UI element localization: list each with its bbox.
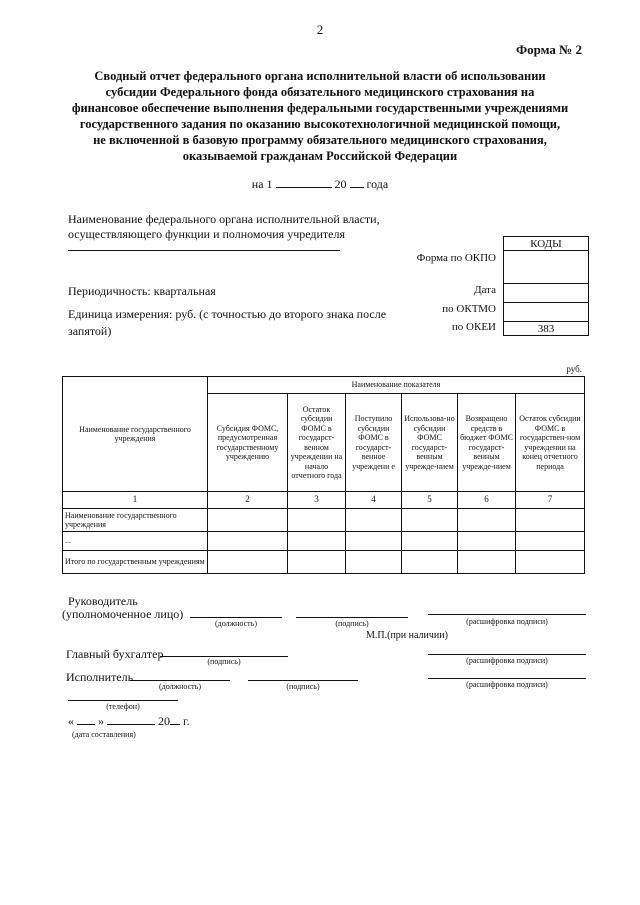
year-blank [170, 714, 180, 725]
table-cell [346, 509, 402, 532]
codes-label-okpo: Форма по ОКПО [416, 252, 496, 264]
table-unit: руб. [566, 364, 582, 374]
chief-decoding-caption: (расшифровка подписи) [466, 656, 548, 665]
row-ellipsis: ... [63, 532, 208, 551]
col-number: 5 [402, 492, 458, 509]
codes-label-date: Дата [474, 284, 496, 296]
title-line: государственного задания по оказанию высокотехнологичной медицинской помощи, [79, 117, 561, 131]
date-blank [276, 176, 332, 188]
table-cell [288, 551, 346, 574]
table-cell [288, 509, 346, 532]
executor-decoding-caption: (расшифровка подписи) [466, 680, 548, 689]
col-number: 2 [208, 492, 288, 509]
table-cell [402, 509, 458, 532]
table-cell [208, 532, 288, 551]
head-signature-line [296, 617, 408, 618]
chief-accountant-label: Главный бухгалтер [66, 647, 164, 661]
document-title [60, 68, 580, 164]
chief-decoding-line [428, 654, 586, 655]
col-header-3: Остаток субсидии ФОМС в государст-венном учреждении на начало отчетного года [288, 394, 346, 492]
executor-label: Исполнитель [66, 670, 134, 684]
col-number: 6 [458, 492, 516, 509]
col-number: 7 [516, 492, 585, 509]
codes-label-oktmo: по ОКТМО [442, 303, 496, 315]
phone-caption: (телефон) [106, 702, 140, 711]
col-header-4: Поступило субсидии ФОМС в государст-венное учреждени е [346, 394, 402, 492]
phone-line [68, 700, 178, 701]
month-blank [107, 714, 155, 725]
head-decoding-caption: (расшифровка подписи) [466, 617, 548, 626]
periodicity: Периодичность: квартальная [68, 284, 216, 298]
col-header-7: Остаток субсидии ФОМС в государствен-ном учреждении на конец отчетного периода [516, 394, 585, 492]
head-decoding-line [428, 614, 586, 615]
col-number: 3 [288, 492, 346, 509]
date-year-suffix: г. [183, 714, 190, 728]
table-cell [402, 551, 458, 574]
date-prefix: на 1 [251, 177, 273, 191]
head-signature-caption: (подпись) [335, 619, 369, 628]
group-header: Наименование показателя [208, 377, 585, 394]
chief-signature-caption: (подпись) [207, 657, 241, 666]
title-line: Сводный отчет федерального органа исполнительной власти об использовании [94, 69, 546, 83]
code-okpo [504, 251, 589, 284]
table-cell [402, 532, 458, 551]
executor-signature-caption: (подпись) [286, 682, 320, 691]
table-cell [346, 551, 402, 574]
date-year: 20 [334, 177, 347, 191]
executor-position-caption: (должность) [159, 682, 201, 691]
title-line: оказываемой гражданам Российской Федерации [182, 149, 458, 163]
col-header-6: Возвращено средств в бюджет ФОМС государст-венным учрежде-нием [458, 394, 516, 492]
col-number: 4 [346, 492, 402, 509]
codes-label-okei: по ОКЕИ [451, 321, 496, 333]
head-position-caption: (должность) [215, 619, 257, 628]
codes-table [503, 236, 589, 336]
table-cell [516, 532, 585, 551]
title-line: финансовое обеспечение выполнения федеральными государственными учреждениями [71, 101, 569, 115]
table-cell [346, 532, 402, 551]
date-close-quote: » [98, 714, 104, 728]
unit-of-measure: Единица измерения: руб. (с точностью до второго знака после запятой) [68, 307, 387, 338]
col-header-5: Использова-но субсидии ФОМС государст-венным учрежде-нием [402, 394, 458, 492]
table-cell [458, 509, 516, 532]
org-label: Наименование федерального органа исполнительной власти, осуществляющего функции и полномочия учредителя [68, 212, 380, 241]
code-oktmo [504, 303, 589, 322]
codes-header: КОДЫ [504, 237, 589, 251]
executor-position-line [130, 680, 230, 681]
head-label-sub: (уполномоченное лицо) [62, 607, 184, 621]
org-underline [68, 250, 340, 251]
compile-date [68, 714, 190, 729]
day-blank [77, 714, 95, 725]
table-cell [458, 532, 516, 551]
title-line: не включенной в базовую программу обязательного медицинского страхования, [93, 133, 547, 147]
title-line: субсидии Федерального фонда обязательного медицинского страхования на [105, 85, 535, 99]
executor-signature-line [248, 680, 358, 681]
row-total: Итого по государственным учреждениям [63, 551, 208, 574]
stamp-note: М.П.(при наличии) [366, 630, 448, 641]
form-number: Форма № 2 [515, 42, 582, 57]
table-cell [458, 551, 516, 574]
report-table [62, 376, 585, 574]
table-cell [516, 551, 585, 574]
table-cell [208, 509, 288, 532]
compile-date-caption: (дата составления) [72, 730, 136, 739]
report-date-line [0, 176, 640, 192]
head-label: Руководитель [68, 594, 138, 608]
date-year-prefix: 20 [158, 714, 170, 728]
year-blank [350, 176, 364, 188]
date-suffix: года [366, 177, 389, 191]
date-open-quote: « [68, 714, 74, 728]
col-number: 1 [63, 492, 208, 509]
code-date [504, 284, 589, 303]
head-position-line [190, 617, 282, 618]
table-cell [208, 551, 288, 574]
table-cell [288, 532, 346, 551]
table-cell [516, 509, 585, 532]
executor-decoding-line [428, 678, 586, 679]
row-institution: Наименование государственного учреждения [63, 509, 208, 532]
page-number: 2 [316, 22, 324, 37]
col-header-2: Субсидия ФОМС, предусмотренная государственному учреждению [208, 394, 288, 492]
col-header-institution: Наименование государственного учреждения [63, 377, 208, 492]
code-okei: 383 [504, 322, 589, 336]
